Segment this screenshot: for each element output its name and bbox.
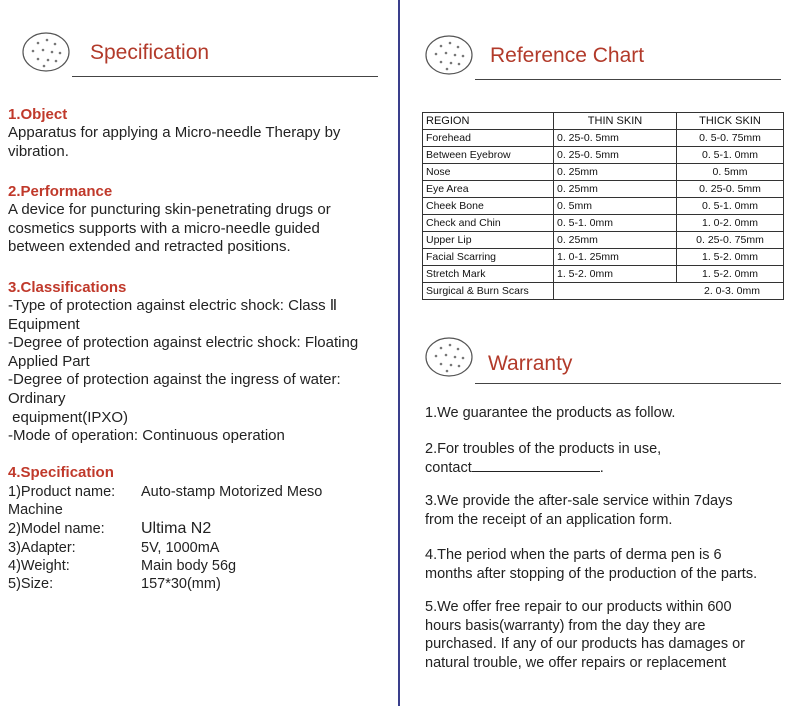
header-thick-skin: THICK SKIN (677, 113, 784, 130)
classifications-title: 3.Classifications (8, 279, 127, 296)
specification-list-title: 4.Specification (8, 464, 114, 481)
table-row: Eye Area 0. 25mm 0. 25-0. 5mm (423, 181, 784, 198)
header-region: REGION (423, 113, 554, 130)
table-row: Stretch Mark 1. 5-2. 0mm 1. 5-2. 0mm (423, 266, 784, 283)
warranty-item-1: 1.We guarantee the products as follow. (425, 405, 676, 421)
warranty-heading: Warranty (488, 352, 573, 375)
spec-product-name-cont: Machine (8, 502, 63, 518)
spec-weight: 4)Weight: Main body 56g (8, 558, 237, 574)
performance-text: A device for puncturing skin-penetrating drugs or cosmetics supports with a micro-needle guided between extended and retracted positions. (8, 201, 331, 256)
specification-heading: Specification (90, 41, 210, 64)
warranty-underline (475, 383, 781, 384)
table-row: Between Eyebrow 0. 25-0. 5mm 0. 5-1. 0mm (423, 147, 784, 164)
column-divider (398, 0, 400, 706)
contact-blank-line (472, 459, 600, 472)
table-row: Cheek Bone 0. 5mm 0. 5-1. 0mm (423, 198, 784, 215)
table-header-row (423, 113, 784, 130)
spec-adapter: 3)Adapter: 5V, 1000mA (8, 540, 220, 556)
table-row: Check and Chin 0. 5-1. 0mm 1. 0-2. 0mm (423, 215, 784, 232)
warranty-item-4: 4.The period when the parts of derma pen is 6 months after stopping of the production of the parts. (425, 547, 758, 582)
warranty-item-5: 5.We offer free repair to our products within 600 hours basis(warranty) from the day they are purchased. If any of our products has damages or natural trouble, we offer repairs or replacement (425, 599, 745, 671)
dotted-circle-icon (20, 30, 72, 74)
table-row: Nose 0. 25mm 0. 5mm (423, 164, 784, 181)
header-thin-skin: THIN SKIN (554, 113, 677, 130)
reference-table (422, 112, 784, 300)
classifications-text: -Type of protection against electric shock: Class Ⅱ Equipment -Degree of protection against electric shock: Floating Applied Part -Degree of protection against the ingress of water: Ordinary equipment(IPXO) -Mode of operation: Continuous operation (8, 297, 359, 445)
object-text: Apparatus for applying a Micro-needle Therapy by vibration. (8, 124, 341, 160)
table-row: Facial Scarring 1. 0-1. 25mm 1. 5-2. 0mm (423, 249, 784, 266)
object-title: 1.Object (8, 106, 68, 123)
reference-chart-heading: Reference Chart (490, 44, 645, 67)
table-row: Surgical & Burn Scars 2. 0-3. 0mm (423, 283, 784, 300)
warranty-item-2: 2.For troubles of the products in use, contact . (425, 441, 662, 476)
reference-chart-underline (475, 79, 781, 80)
spec-product-name: 1)Product name: Auto-stamp Motorized Meso (8, 484, 323, 500)
dotted-circle-icon (423, 335, 475, 379)
performance-title: 2.Performance (8, 183, 113, 200)
table-row: Upper Lip 0. 25mm 0. 25-0. 75mm (423, 232, 784, 249)
spec-model-name: 2)Model name: Ultima N2 (8, 520, 212, 537)
specification-underline (72, 76, 378, 77)
warranty-item-3: 3.We provide the after-sale service within 7days from the receipt of an application form. (425, 493, 733, 528)
table-row: Forehead 0. 25-0. 5mm 0. 5-0. 75mm (423, 130, 784, 147)
dotted-circle-icon (423, 33, 475, 77)
spec-size: 5)Size: 157*30(mm) (8, 576, 221, 592)
